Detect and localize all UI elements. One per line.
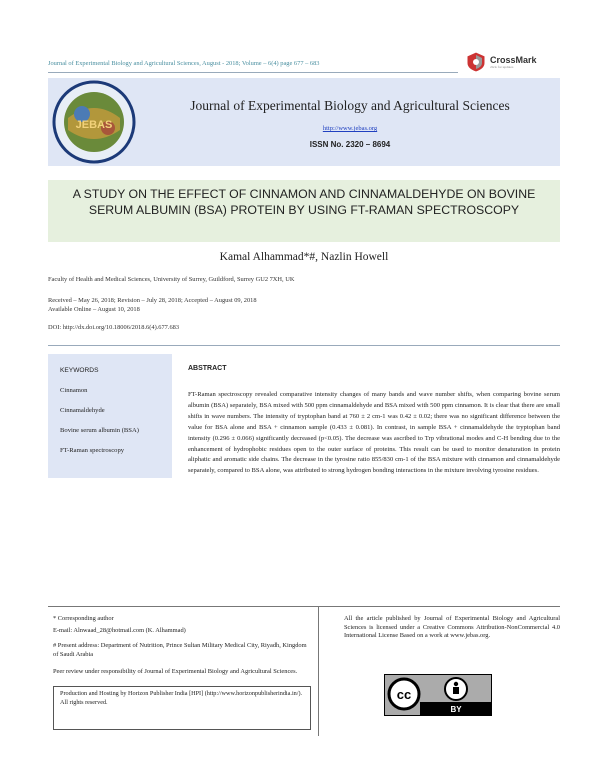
cc-icon-label: cc — [396, 687, 412, 702]
article-authors: Kamal Alhammad*#, Nazlin Howell — [219, 251, 389, 263]
cc-by-license-badge[interactable] — [384, 674, 492, 716]
logo-text: JEBAS — [75, 119, 113, 131]
footer-column-divider — [318, 606, 319, 736]
journal-citation: Journal of Experimental Biology and Agricultural Sciences, August - 2018; Volume – 6(4) page 677 – 683 — [48, 60, 320, 67]
corresponding-author-label: * Corresponding author — [53, 615, 114, 622]
by-label: BY — [450, 705, 462, 714]
keyword-item: Cinnamon — [60, 387, 88, 394]
crossmark-badge[interactable] — [466, 50, 558, 74]
article-title: A STUDY ON THE EFFECT OF CINNAMON AND CINNAMALDEHYDE ON BOVINE SERUM ALBUMIN (BSA) PROTEIN BY USING FT-RAMAN SPECTROSCOPY — [72, 187, 536, 217]
article-dates — [48, 296, 257, 314]
abstract-heading: ABSTRACT — [188, 365, 227, 372]
license-note: All the article published by Journal of Experimental Biology and Agricultural Sciences is licensed under a Creative Commons Attribution-NonCommercial 4.0 International License Based on a work at www.jebas.org. — [344, 615, 560, 640]
section-divider — [48, 345, 560, 346]
journal-url-link[interactable]: http://www.jebas.org — [322, 125, 378, 132]
keyword-item: Cinnamaldehyde — [60, 407, 105, 414]
header-divider — [48, 72, 458, 73]
crossmark-label: CrossMark — [490, 54, 537, 65]
author-affiliation: Faculty of Health and Medical Sciences, University of Surrey, Guildford, Surrey GU2 7XH, UK — [48, 276, 295, 283]
present-address: # Present address: Department of Nutrition, Prince Sultan Military Medical City, Riyadh, Kingdom of Saudi Arabia — [53, 642, 307, 658]
journal-name: Journal of Experimental Biology and Agricultural Sciences — [190, 98, 510, 113]
peer-review-note: Peer review under responsibility of Journal of Experimental Biology and Agricultural Sciences. — [53, 668, 298, 675]
crossmark-sublabel: click for updates — [490, 64, 514, 69]
online-line: Available Online – August 10, 2018 — [48, 306, 140, 313]
journal-logo — [48, 78, 140, 166]
article-doi[interactable]: DOI: http://dx.doi.org/10.18006/2018.6(4).677.683 — [48, 324, 180, 331]
keywords-heading: KEYWORDS — [60, 367, 99, 374]
received-line: Received – May 26, 2018; Revision – July 28, 2018; Accepted – August 09, 2018 — [48, 297, 257, 304]
keyword-item: Bovine serum albumin (BSA) — [60, 427, 139, 434]
footer-divider — [48, 606, 560, 607]
journal-issn: ISSN No. 2320 – 8694 — [309, 140, 391, 149]
corresponding-email[interactable]: E-mail: Alnwaad_28@hotmail.com (K. Alhammad) — [53, 627, 186, 634]
crossmark-icon — [466, 51, 486, 73]
abstract-body: FT-Raman spectroscopy revealed comparative intensity changes of many bands and wave number shifts, when comparing bovine serum albumin (BSA) separately, BSA mixed with 500 ppm cinnamaldehyde and BSA mixed with 500 ppm cinnamon. It is clear that there are small shifts in wave numbers. The intensity of tryptophan band at 760 ± 2 cm-1 was 0.42 ± 0.02; there was no significant difference between the value for BSA alone and BSA + cinnamon sample (0.433 ± 0.081). In contrast, in sample BSA + cinnamaldehyde the tryptophan band intensity (0.296 ± 0.066) significantly decreased (p<0.05). The decrease was ascribed to Trp vibrational modes and C-H bending due to the enhancement of hydrophobic residues open to the outer surface of proteins. This result can be used to monitor denaturation in protein aliphatic and aromatic side chains. The decrease in the tyrosine ratio 855/830 cm-1 of the BSA mixture with cinnamon and cinnamaldehyde separately, compared to BSA alone, was attributed to strong hydrogen bonding interactions in the mixture involving tyrosine residues. — [188, 391, 560, 475]
hosting-note: Production and Hosting by Horizon Publisher India [HPI] (http://www.horizonpublisherindia.in/). All rights reserved. — [60, 690, 303, 706]
keyword-item: FT-Raman spectroscopy — [60, 447, 125, 454]
